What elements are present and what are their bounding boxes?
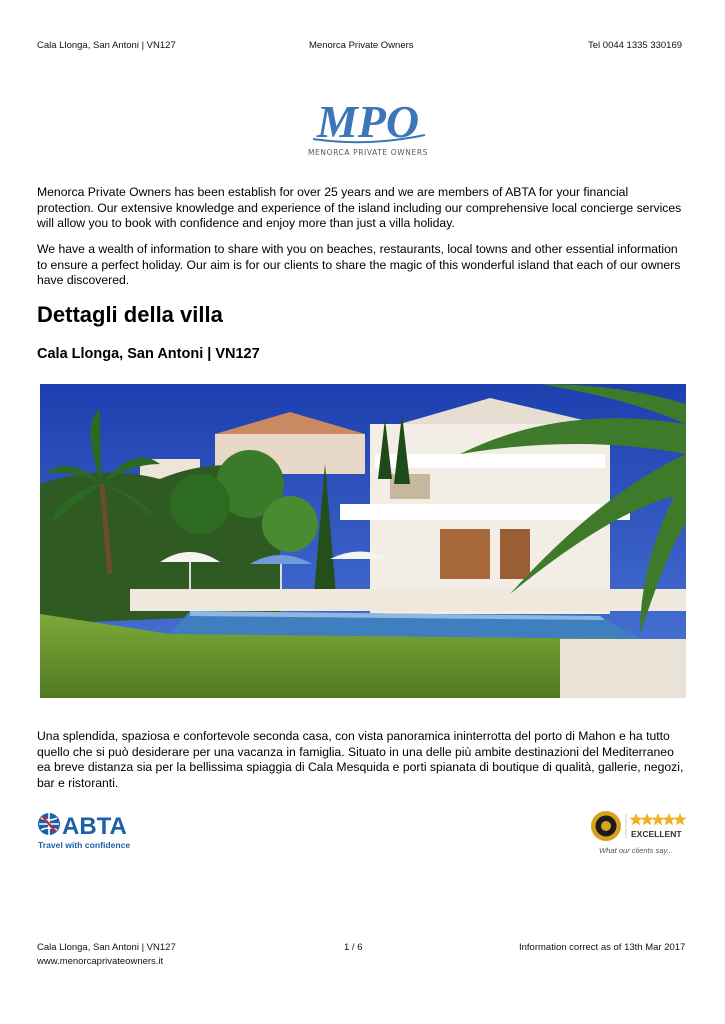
rating-stars-icon [629, 813, 686, 825]
footer-info-date: Information correct as of 13th Mar 2017 [519, 942, 686, 953]
excellent-tagline: What our clients say... [599, 846, 674, 855]
villa-photo [40, 384, 686, 698]
abta-badge [37, 810, 137, 852]
logo-tagline: MENORCA PRIVATE OWNERS [307, 148, 429, 157]
abta-name: ABTA [62, 813, 127, 840]
intro-paragraph-1: Menorca Private Owners has been establish for over 25 years and we are members of ABTA for your financial protection. Our extensive knowledge and experience of the island including our comprehensive local concierge services will allow you to book with confidence and enjoy more than just a villa holiday. [37, 185, 682, 230]
header-phone: Tel 0044 1335 330169 [588, 40, 683, 51]
header-ref: Cala Llonga, San Antoni | VN127 [37, 40, 176, 51]
excellent-badge [590, 808, 690, 858]
logo-mark: MPO [316, 96, 420, 147]
mpo-logo [303, 95, 433, 161]
footer-page-number: 1 / 6 [344, 942, 363, 953]
excellent-label: EXCELLENT [631, 829, 682, 839]
villa-subtitle: Cala Llonga, San Antoni | VN127 [37, 346, 260, 362]
abta-tagline: Travel with confidence [38, 840, 131, 850]
villa-description: Una splendida, spaziosa e confortevole seconda casa, con vista panoramica ininterrotta del porto di Mahon e ha tutto quello che si può desiderare per una vacanza in famiglia. Situato in una delle più ambite destinazioni del Mediterraneo ea breve distanza sia per la bellissima spiaggia di Cala Mesquida e porti spianata di boutique di qualità, gallerie, negozi, bar e ristoranti. [37, 729, 684, 790]
page-title: Dettagli della villa [37, 302, 223, 327]
footer-website-link[interactable]: www.menorcaprivateowners.it [37, 956, 164, 967]
footer-ref: Cala Llonga, San Antoni | VN127 [37, 942, 176, 953]
intro-paragraph-2: We have a wealth of information to share with you on beaches, restaurants, local towns and other essential information to ensure a perfect holiday. Our aim is for our clients to share the magic of this wonderful island that each of our owners have discovered. [37, 242, 681, 287]
header-company: Menorca Private Owners [309, 40, 414, 51]
